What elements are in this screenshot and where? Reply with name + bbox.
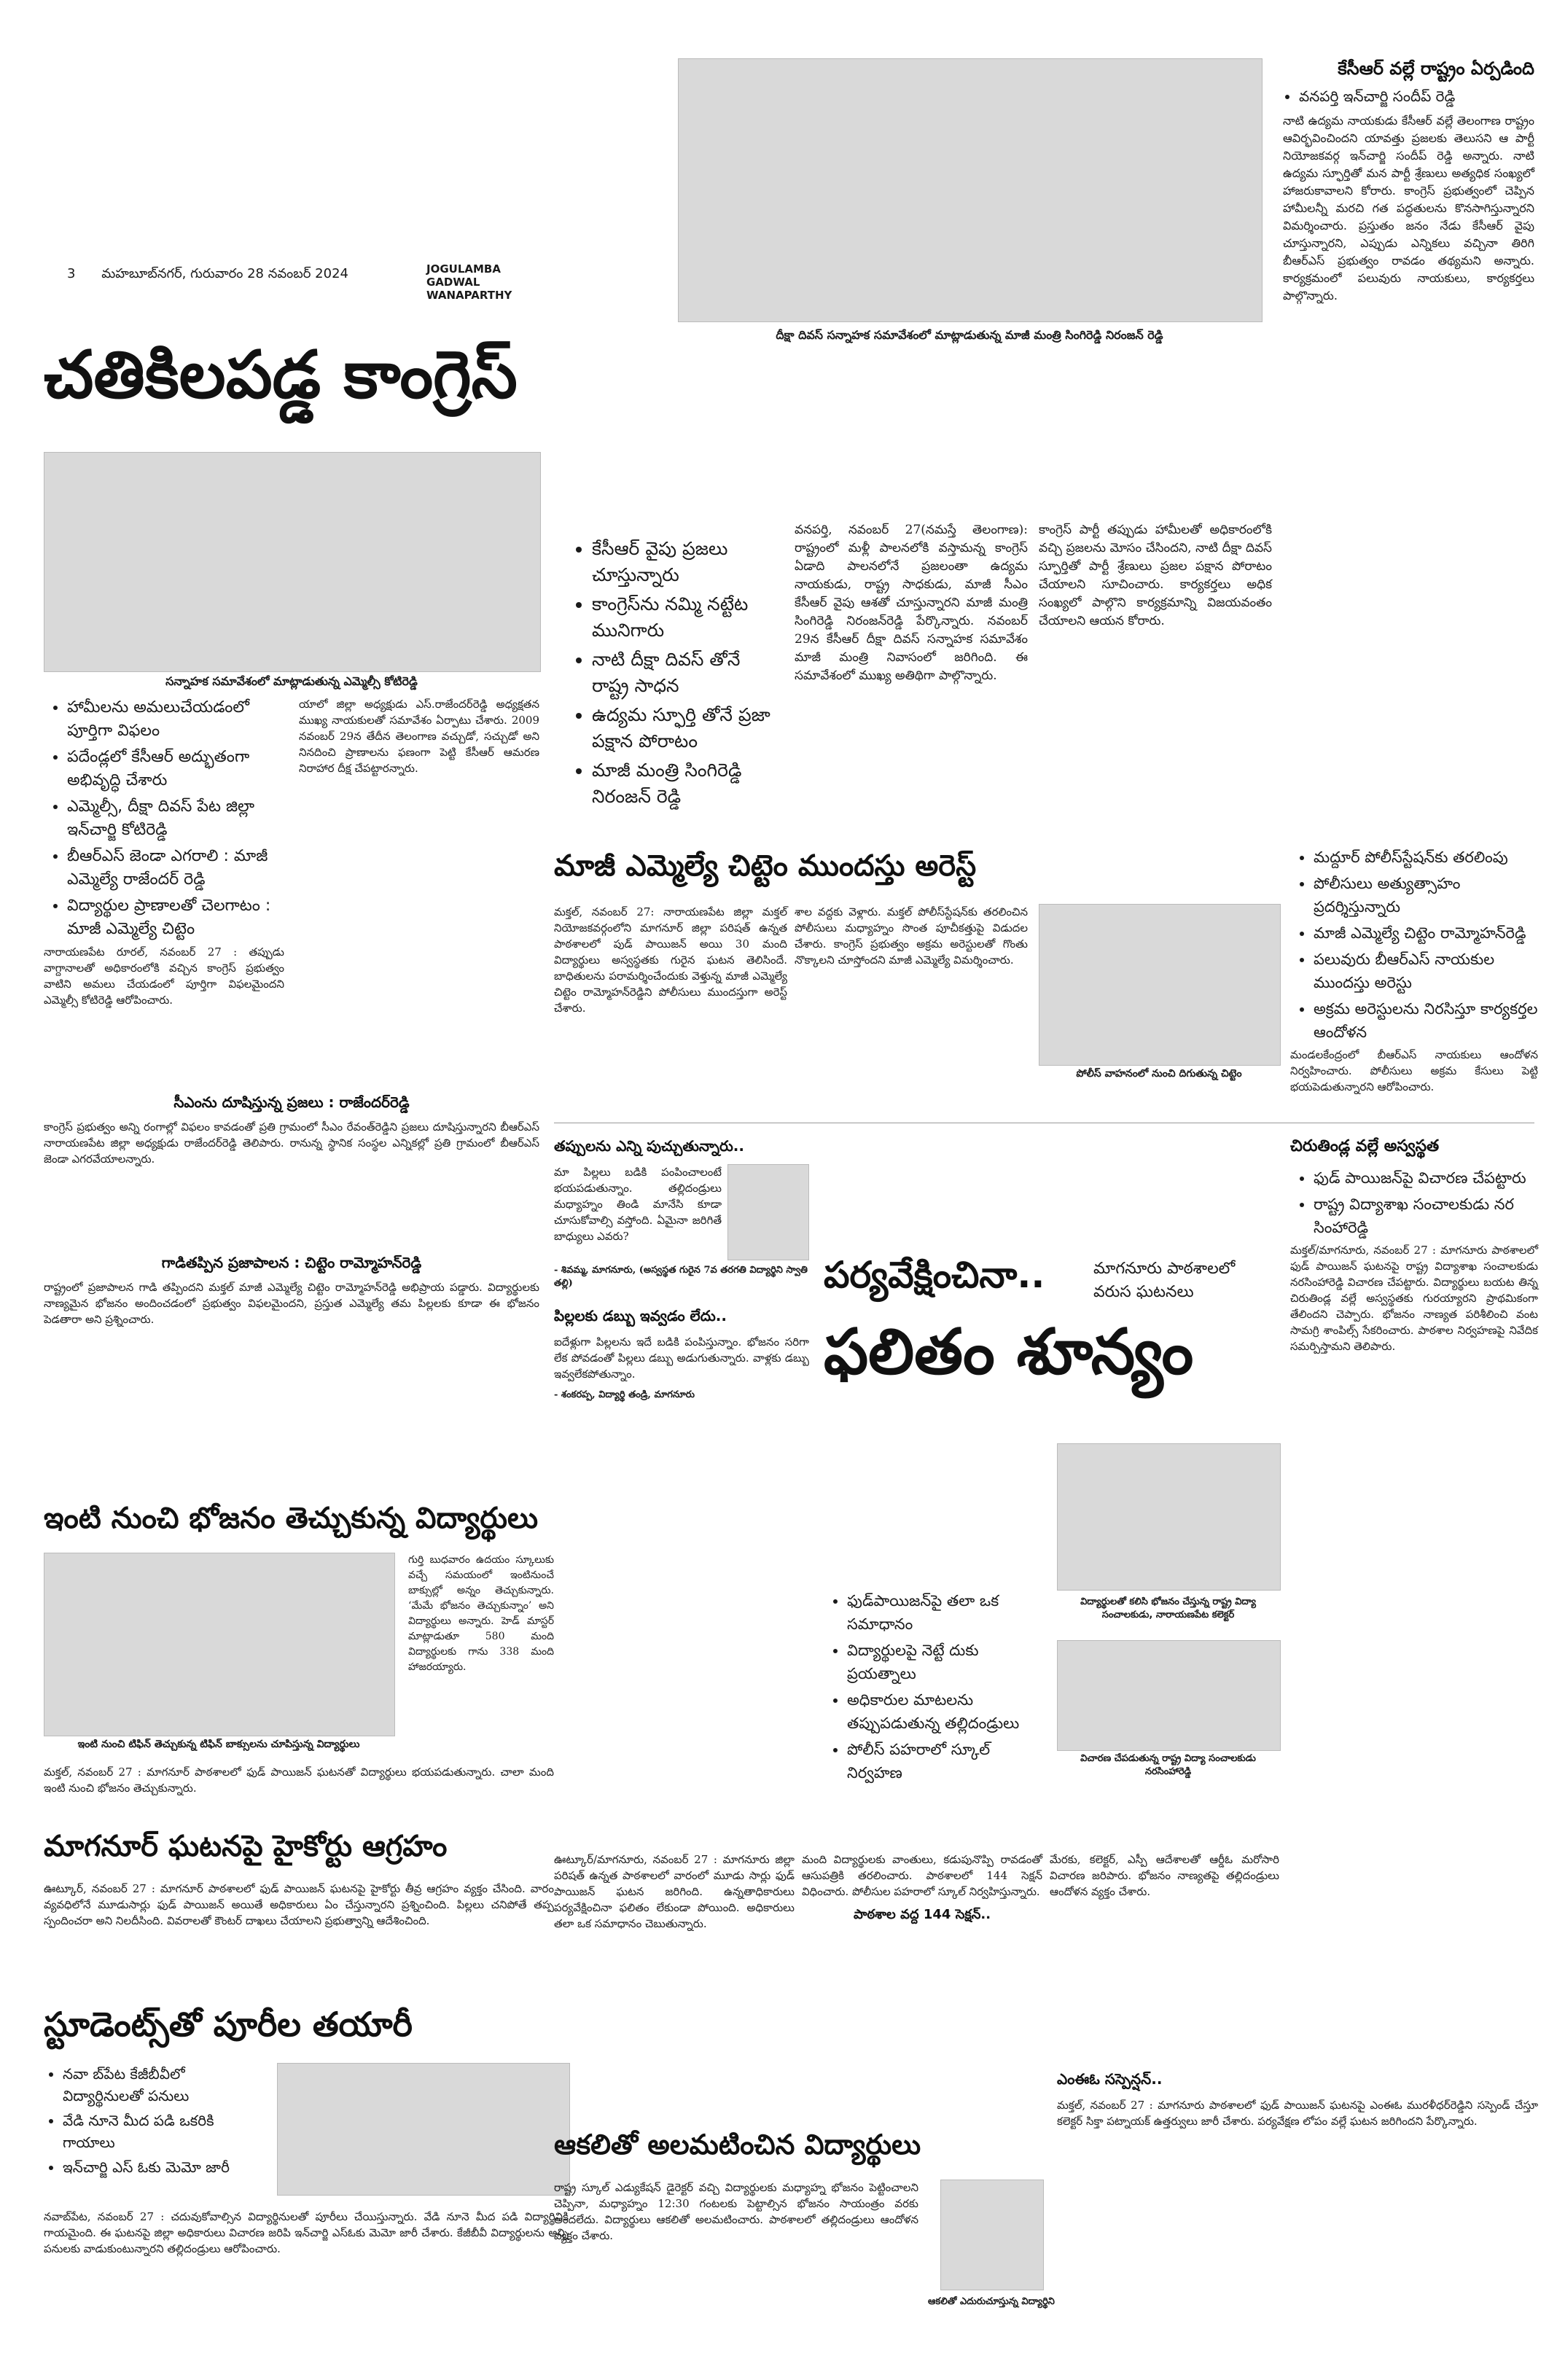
- inspect-bullet: • విద్యార్థులపై నెట్టే దుకు ప్రయత్నాలు: [847, 1639, 1042, 1685]
- arrest-headline: మాజీ ఎమ్మెల్యే చిట్టెం ముందస్తు అరెస్ట్: [554, 849, 977, 883]
- inspect-body-1: [554, 1852, 795, 1939]
- puri-bullet: • నవా బ్‌పేట కేజీబీవీలో విద్యార్థినులతో పనులు: [63, 2063, 262, 2107]
- story-bullets: [1283, 83, 1534, 109]
- paragraph: యాలో జిల్లా అధ్యక్షుడు ఎస్.రాజేందర్‌రెడ్డి అధ్యక్షతన ముఖ్య నాయకులతో సమావేశం ఏర్పాటు చేశారు. 2009 నవంబర్ 29న తేదీన తెలంగాణ వచ్చుడో, సచ్చుడో అని నినదించి ప్రాణాలను ఫణంగా పెట్టి కేసీఆర్ ఆమరణ నిరాహార దీక్ష చేపట్టారన్నారు.: [299, 698, 539, 775]
- paragraph: మేరకు, కలెక్టర్, ఎస్పీ ఆదేశాలతో ఆర్డీఓ మరోసారి విచారణ జరిపారు. భోజనం నాణ్యతపై తల్లిదండ్రులు ఆందోళన వ్యక్తం చేశారు.: [1050, 1853, 1279, 1898]
- hc-body: [44, 1881, 554, 1936]
- sick-headline: ఆకలితో అలమటించిన విద్యార్థులు: [554, 2129, 921, 2161]
- paragraph: మంది విద్యార్థులకు వాంతులు, కడుపునొప్పి రావడంతో ఆసుపత్రికి తరలించారు. పాఠశాలలో 144 సెక్షన్ విధించారు. పోలీసుల పహరాలో స్కూల్ నిర్వహిస్తున్నారు.: [802, 1853, 1042, 1898]
- left-bullets-box: [44, 696, 284, 1015]
- arrest-bullet: • పోలీసులు అత్యుత్సాహం ప్రదర్శిస్తున్నారు: [1314, 872, 1538, 918]
- page-folio: [67, 266, 410, 284]
- hosp-bullet: • రాష్ట్ర విద్యాశాఖ సంచాలకుడు నర సింహారెడ్డి: [1314, 1193, 1538, 1239]
- arrest-bullet: • పలువురు బీఆర్ఎస్ నాయకుల ముందస్తు అరెస్టు: [1314, 948, 1538, 994]
- parents-sub: తప్పులను ఎన్ని పుచ్చుతున్నారు..: [554, 1137, 744, 1155]
- parent-photo: [727, 1164, 809, 1260]
- inspect-bullets: [824, 1589, 1042, 1784]
- left-bullet: • హామీలను అమలుచేయడంలో పూర్తిగా విఫలం: [67, 696, 284, 743]
- sick-photo-caption: ఆకలితో ఎదురుచూస్తున్న విద్యార్థిని: [928, 2296, 1055, 2307]
- lead-body-1: [795, 521, 1028, 692]
- paragraph: మండలకేంద్రంలో బీఆర్ఎస్ నాయకులు ఆందోళన నిర్వహించారు. పోలీసులు అక్రమ కేసులు పెట్టి భయపెడుతున్నారని ఆరోపించారు.: [1290, 1048, 1538, 1093]
- puri-photo: [277, 2063, 570, 2196]
- arrest-bullet: • మాజీ ఎమ్మెల్యే చిట్టెం రామ్మోహన్‌రెడ్డి: [1314, 921, 1538, 945]
- left-sub-2: గాడితప్పిన ప్రజాపాలన : చిట్టెం రామ్మోహన్‌రెడ్డి: [161, 1254, 422, 1271]
- hosp-bullet: • ఫుడ్ పాయిజన్‌పై విచారణ చేపట్టారు: [1314, 1166, 1538, 1190]
- puri-bullet: • ఇన్‌చార్జి ఎస్ ఓకు మెమో జారీ: [63, 2156, 262, 2178]
- lead-headline: చతికిలపడ్డ కాంగ్రెస్: [44, 337, 518, 413]
- hosp-sub: ఎంఈఓ సస్పెన్షన్..: [1057, 2070, 1163, 2088]
- paragraph: ఐదేళ్లుగా పిల్లలను ఇదే బడికి పంపిస్తున్నాం. భోజనం సరిగా లేక పోవడంతో పిల్లలు డబ్బు అడుగుతున్నారు. వాళ్లకు డబ్బు ఇవ్వలేకపోతున్నాం.: [554, 1335, 809, 1381]
- inspect-kicker: మాగనూరు పాఠశాలలో వరుస ఘటనలు: [1093, 1260, 1236, 1301]
- inspect-photo: [1057, 1443, 1281, 1591]
- arrest-bullet: • మద్దూర్ పోలీస్‌స్టేషన్‌కు తరలింపు: [1314, 846, 1538, 869]
- puri-bullets-box: [44, 2063, 262, 2181]
- paragraph: వనపర్తి, నవంబర్ 27(నమస్తే తెలంగాణ): రాష్ట్రంలో మళ్లీ పాలనలోకి వస్తామన్న కాంగ్రెస్ ఏడాది పాలనలోనే ప్రజలంతా ఉద్యమ నాయకుడు, రాష్ట్ర సాధకుడు, మాజీ సీఎం కేసీఆర్ వైపు ఆశతో చూస్తున్నారని మాజీ మంత్రి సింగిరెడ్డి నిరంజన్‌రెడ్డి పేర్కొన్నారు. నవంబర్ 29న కేసీఆర్ దీక్షా దివస్ సన్నాహక సమావేశం మాజీ మంత్రి నివాసంలో జరిగింది. ఈ సమావేశంలో ముఖ్య అతిథిగా పాల్గొన్నారు.: [795, 523, 1028, 683]
- inspect-body-3: [1050, 1852, 1279, 1907]
- paragraph: గుర్తి బుధవారం ఉదయం స్కూలుకు వచ్చే సమయంలో ఇంటినుంచే బాక్సుల్లో అన్నం తెచ్చుకున్నారు. ‘మేమే భోజనం తెచ్చుకున్నాం’ అని విద్యార్థులు అన్నారు. హెడ్ మాస్టర్ మాట్లాడుతూ 580 మంది విద్యార్థులకు గాను 338 మంది హాజరయ్యారు.: [408, 1554, 554, 1673]
- quote-credit: - శంకరప్ప, విద్యార్థి తండ్రి, మాగనూరు: [554, 1389, 695, 1400]
- quote-credit: - శివమ్మ, మాగనూరు, (అస్వస్థత గురైన 7వ తరగతి విద్యార్థిని స్వాతి తల్లి): [554, 1265, 808, 1289]
- inspect-bullets-box: [824, 1589, 1042, 1787]
- paragraph: రాష్ట్రంలో ప్రజాపాలన గాడి తప్పిందని మక్తల్ మాజీ ఎమ్మెల్యే చిట్టెం రామ్మోహన్‌రెడ్డి అభిప్రాయ పడ్డారు. విద్యార్థులకు నాణ్యమైన భోజనం అందించడంలో ప్రభుత్వం విఫలమైందని, ప్రస్తుత ఎమ్మెల్యే తమ పిల్లలకు కూడా ఈ భోజనం పెడతారా అని ప్రశ్నించారు.: [44, 1281, 539, 1326]
- inspect-headline-2: ఫలితం శూన్యం: [824, 1316, 1194, 1389]
- paragraph: ఊట్కూర్, నవంబర్ 27 : మాగనూర్ పాఠశాలలో ఫుడ్ పాయిజన్ ఘటనపై హైకోర్టు తీవ్ర ఆగ్రహం వ్యక్తం చేసింది. వారం వ్యవధిలోనే మూడుసార్లు ఫుడ్ పాయిజన్ అయితే అధికారులు ఏం చేస్తున్నారని ప్రశ్నించింది. పిల్లలు చనిపోతే తప్ప స్పందించరా అని నిలదీసింది. వివరాలతో కౌంటర్ దాఖలు చేయాలని ప్రభుత్వాన్ని ఆదేశించింది.: [44, 1882, 554, 1927]
- arrest-photo-caption: పోలీస్ వాహనంలో నుంచి దిగుతున్న చిట్టెం: [1076, 1068, 1242, 1080]
- inspect-photo-2: [1057, 1640, 1281, 1751]
- paragraph: శాల వద్దకు వెళ్లారు. మక్తల్ పోలీస్‌స్టేషన్‌కు తరలించిన పోలీసులు మధ్యాహ్నం సొంత పూచీకత్తుపై విడుదల చేశారు. కాంగ్రెస్ ప్రభుత్వం అక్రమ అరెస్టులతో గొంతు నొక్కాలని చూస్తోందని మాజీ ఎమ్మెల్యే విమర్శించారు.: [795, 905, 1028, 967]
- inspect-photo-caption: విద్యార్థులతో కలిసి భోజనం చేస్తున్న రాష్ట్ర విద్యా సంచాలకుడు, నారాయణపేట కలెక్టర్: [1080, 1596, 1256, 1620]
- inspect-headline-1: పర్యవేక్షించినా..: [824, 1254, 1045, 1296]
- byline: • వనపర్తి ఇన్‌చార్జి సందీప్ రెడ్డి: [1299, 83, 1534, 109]
- left-bullet: • పదేండ్లలో కేసీఆర్ అద్భుతంగా అభివృద్ధి చేశారు: [67, 746, 284, 792]
- left-photo-caption: సన్నాహక సమావేశంలో మాట్లాడుతున్న ఎమ్మెల్సీ కోటిరెడ్డి: [165, 674, 418, 688]
- food-body-2: [44, 1764, 554, 1803]
- arrest-bullets-box: [1290, 846, 1538, 1102]
- lead-body-2: [1039, 521, 1272, 638]
- paragraph: రాష్ట్ర స్కూల్ ఎడ్యుకేషన్ డైరెక్టర్ వచ్చి విద్యార్థులకు మధ్యాహ్న భోజనం పెట్టించాలని చెప్పినా, మధ్యాహ్నం 12:30 గంటలకు పెట్టాల్సిన భోజనం సాయంత్రం వరకు అందలేదు. విద్యార్థులు ఆకలితో అలమటించారు. పాఠశాలలో తల్లిదండ్రులు ఆందోళన వ్యక్తం చేశారు.: [554, 2181, 918, 2242]
- sick-photo: [940, 2180, 1044, 2290]
- lead-bullet: • కాంగ్రెస్‌ను నమ్మి నట్టేట మునిగారు: [592, 591, 780, 644]
- lead-bullets: [569, 536, 780, 810]
- arrest-photo: [1039, 904, 1281, 1066]
- paragraph: నవాబ్‌పేట, నవంబర్ 27 : చదువుకోవాల్సిన విద్యార్థినులతో పూరీలు చేయిస్తున్నారు. వేడి నూనె మీద పడి విద్యార్థినికి గాయమైంది. ఈ ఘటనపై జిల్లా అధికారులు విచారణ జరిపి ఇన్‌చార్జి ఎస్ఓకు మెమో జారీ చేశారు. కేజీబీవీ విద్యార్థులను అన్ని పనులకు వాడుకుంటున్నారని తల్లిదండ్రులు ఆరోపించారు.: [44, 2210, 569, 2255]
- inspect-photo-2-caption: విచారణ చేపడుతున్న రాష్ట్ర విద్యా సంచాలకుడు నరసింహారెడ్డి: [1080, 1753, 1256, 1777]
- left-body-2: [299, 696, 539, 784]
- story-body: నాటి ఉద్యమ నాయకుడు కేసీఆర్ వల్లే తెలంగాణ రాష్ట్రం ఆవిర్భవించిందని యావత్తు ప్రజలకు తెలుసని ఆ పార్టీ నియోజకవర్గ ఇన్‌చార్జి సందీప్ రెడ్డి అన్నారు. నాటి ఉద్యమ స్ఫూర్తితో మన పార్టీ శ్రేణులు అత్యధిక సంఖ్యలో హాజరుకావాలని కోరారు. కాంగ్రెస్ ప్రభుత్వంలో చెప్పిన హామీలన్నీ మరచి గత పద్ధతులను కొనసాగిస్తున్నారని విమర్శించారు. ప్రస్తుతం జనం నేడు కేసీఆర్ వైపు చూస్తున్నారని, ఎప్పుడు ఎన్నికలు వచ్చినా తిరిగి బీఆర్ఎస్ ప్రభుత్వం రావడం తథ్యమని అన్నారు. కార్యక్రమంలో పలువురు నాయకులు, కార్యకర్తలు పాల్గొన్నారు.: [1283, 114, 1534, 303]
- paragraph: కాంగ్రెస్ పార్టీ తప్పుడు హామీలతో అధికారంలోకి వచ్చి ప్రజలను మోసం చేసిందని, నాటి దీక్షా దివస్ స్ఫూర్తితో పార్టీ శ్రేణులు ప్రజల పక్షాన పోరాటం చేయాలని సూచించారు. కార్యకర్తలు అధిక సంఖ్యలో పాల్గొని కార్యక్రమాన్ని విజయవంతం చేయాలని ఆయన కోరారు.: [1039, 523, 1272, 628]
- puri-bullets: [44, 2063, 262, 2178]
- puri-headline: స్టూడెంట్స్‌తో పూరీల తయారీ: [44, 2005, 413, 2044]
- inspect-bullet: • అధికారుల మాటలను తప్పుపడుతున్న తల్లిదండ్రులు: [847, 1688, 1042, 1735]
- puri-body: [44, 2209, 569, 2264]
- edition-label: JOGULAMBA GADWAL WANAPARTHY: [426, 262, 512, 302]
- parents-box: [554, 1137, 809, 1402]
- lead-bullet: • నాటి దీక్షా దివస్ తోనే రాష్ట్ర సాధన: [592, 647, 780, 699]
- lead-photo: [678, 58, 1263, 322]
- page-number: 3: [67, 266, 76, 281]
- paragraph: నారాయణపేట రూరల్, నవంబర్ 27 : తప్పుడు వాగ్దానాలతో అధికారంలోకి వచ్చిన కాంగ్రెస్ ప్రభుత్వం వాటిని అమలు చేయడంలో పూర్తిగా విఫలమైందని ఎమ్మెల్సీ కోటిరెడ్డి ఆరోపించారు.: [44, 945, 284, 1007]
- hosp-box: [1290, 1137, 1538, 1362]
- left-photo: [44, 452, 541, 672]
- left-bullet: • ఎమ్మెల్సీ, దీక్షా దివస్ పేట జిల్లా ఇన్‌చార్జి కోటిరెడ్డి: [67, 795, 284, 842]
- inspect-body-2: [802, 1852, 1042, 1930]
- food-photo: [44, 1553, 395, 1736]
- lead-bullet: • ఉద్యమ స్ఫూర్తి తోనే ప్రజా పక్షాన పోరాటం: [592, 702, 780, 754]
- arrest-body-1: [554, 904, 787, 1023]
- left-sub-1: సీఎంను దూషిస్తున్న ప్రజలు : రాజేందర్‌రెడ్డి: [173, 1093, 410, 1111]
- food-photo-caption: ఇంటి నుంచి టిఫిన్ తెచ్చుకున్న టిఫిన్ బాక్సులను చూపిస్తున్న విద్యార్థులు: [77, 1739, 360, 1750]
- food-headline: ఇంటి నుంచి భోజనం తెచ్చుకున్న విద్యార్థులు: [44, 1502, 539, 1535]
- sick-body: [554, 2180, 918, 2251]
- inspect-sub: పాఠశాల వద్ద 144 సెక్షన్..: [853, 1907, 991, 1922]
- lead-photo-caption: దీక్షా దివస్ సన్నాహక సమావేశంలో మాట్లాడుతున్న మాజీ మంత్రి సింగిరెడ్డి నిరంజన్ రెడ్డి: [776, 328, 1163, 342]
- hc-headline: మాగనూర్ ఘటనపై హైకోర్టు ఆగ్రహం: [44, 1830, 448, 1863]
- arrest-bullet: • అక్రమ అరెస్టులను నిరసిస్తూ కార్యకర్తల ఆందోళన: [1314, 997, 1538, 1044]
- story-title: కేసీఆర్ వల్లే రాష్ట్రం ఏర్పడింది: [1338, 58, 1534, 79]
- puri-bullet: • వేడి నూనె మీద పడి ఒకరికి గాయాలు: [63, 2110, 262, 2153]
- paragraph: కాంగ్రెస్ ప్రభుత్వం అన్ని రంగాల్లో విఫలం కావడంతో ప్రతి గ్రామంలో సీఎం రేవంత్‌రెడ్డిని ప్రజలు దూషిస్తున్నారని బీఆర్ఎస్ నారాయణపేట జిల్లా అధ్యక్షుడు రాజేందర్‌రెడ్డి తెలిపారు. రానున్న స్థానిక సంస్థల ఎన్నికల్లో ప్రతి గ్రామంలో బీఆర్ఎస్ జెండా ఎగరవేయాలన్నారు.: [44, 1120, 539, 1166]
- left-bullet: • విద్యార్థుల ప్రాణాలతో చెలగాటం : మాజీ ఎమ్మెల్యే చిట్టెం: [67, 894, 284, 941]
- paragraph: మక్తల్/మాగనూరు, నవంబర్ 27 : మాగనూరు పాఠశాలలో ఫుడ్ పాయిజన్ ఘటనపై రాష్ట్ర విద్యాశాఖ సంచాలకుడు నరసింహారెడ్డి విచారణ చేపట్టారు. విద్యార్థులు బయట తిన్న చిరుతిండ్ల వల్లే అస్వస్థతకు గురయ్యారని ప్రాథమికంగా తేలిందని చెప్పారు. భోజనం నాణ్యత పరిశీలించి వంట సామగ్రి శాంపిల్స్ సేకరించారు. పాఠశాల నిర్వహణపై నివేదిక సమర్పిస్తామని తెలిపారు.: [1290, 1244, 1538, 1353]
- lead-bullet: • కేసీఆర్ వైపు ప్రజలు చూస్తున్నారు: [592, 536, 780, 588]
- hosp-box-2: [1057, 2070, 1538, 2137]
- hosp-headline: చిరుతిండ్ల వల్లే అస్వస్థత: [1290, 1137, 1440, 1155]
- arrest-body-2: [795, 904, 1028, 975]
- parents-sub-2: పిల్లలకు డబ్బు ఇవ్వడం లేదు..: [554, 1307, 727, 1324]
- paragraph: ఊట్కూర్/మాగనూరు, నవంబర్ 27 : మాగనూరు జిల్లా పరిషత్ ఉన్నత పాఠశాలలో వారంలో మూడు సార్లు ఫుడ్ పాయిజన్ ఘటన జరిగింది. ఉన్నతాధికారులు పర్యవేక్షించినా ఫలితం లేకుండా పోయింది. అధికారులు తలా ఒక సమాధానం చెబుతున్నారు.: [554, 1853, 795, 1930]
- paragraph: మక్తల్, నవంబర్ 27: నారాయణపేట జిల్లా మక్తల్ నియోజకవర్గంలోని మాగనూర్ జిల్లా పరిషత్ ఉన్నత పాఠశాలలో పుడ్ పాయిజన్ అయి 30 మంది విద్యార్థులు అస్వస్థతకు గురైన ఘటన తెలిసిందే. బాధితులను పరామర్శించేందుకు వెళ్తున్న మాజీ ఎమ్మెల్యే చిట్టెం రామ్మోహన్‌రెడ్డిని పోలీసులు ముందస్తుగా అరెస్ట్ చేశారు.: [554, 905, 787, 1015]
- left-bullet: • బీఆర్ఎస్ జెండా ఎగరాలి : మాజీ ఎమ్మెల్యే రాజేందర్ రెడ్డి: [67, 845, 284, 891]
- hosp-bullets: [1290, 1166, 1538, 1239]
- dateline: మహబూబ్‌నగర్, గురువారం 28 నవంబర్ 2024: [101, 266, 348, 281]
- left-bullets: [44, 696, 284, 941]
- inspect-bullet: • ఫుడ్‌పాయిజన్‌పై తలా ఒక సమాధానం: [847, 1589, 1042, 1636]
- arrest-bullets: [1290, 846, 1538, 1044]
- left-body-3: [44, 1119, 539, 1174]
- paragraph: మక్తల్, నవంబర్ 27 : మాగనూరు పాఠశాలలో ఫుడ్ పాయిజన్ ఘటనపై ఎంఈఓ మురళీధర్‌రెడ్డిని సస్పెండ్ చేస్తూ కలెక్టర్ సిక్తా పట్నాయక్ ఉత్తర్వులు జారీ చేశారు. పర్యవేక్షణ లోపం వల్లే ఘటన జరిగిందని పేర్కొన్నారు.: [1057, 2099, 1538, 2128]
- top-right-story: [1283, 58, 1534, 312]
- paragraph: మా పిల్లలు బడికి పంపించాలంటే భయపడుతున్నాం. తల్లిదండ్రులు మధ్యాహ్నం తిండి మానేసి కూడా చూసుకోవాల్సి వస్తోంది. ఏమైనా జరిగితే బాధ్యులు ఎవరు?: [554, 1166, 722, 1243]
- lead-bullet: • మాజీ మంత్రి సింగిరెడ్డి నిరంజన్ రెడ్డి: [592, 757, 780, 810]
- lead-bullets-box: [569, 536, 780, 813]
- left-body-4: [44, 1279, 539, 1335]
- inspect-bullet: • పోలీస్ పహరాలో స్కూల్ నిర్వహణ: [847, 1738, 1042, 1784]
- paragraph: మక్తల్, నవంబర్ 27 : మాగనూర్ పాఠశాలలో ఫుడ్ పాయిజన్ ఘటనతో విద్యార్థులు భయపడుతున్నారు. చాలా మంది ఇంటి నుంచి భోజనం తెచ్చుకున్నారు.: [44, 1766, 554, 1795]
- food-body-1: [408, 1553, 554, 1682]
